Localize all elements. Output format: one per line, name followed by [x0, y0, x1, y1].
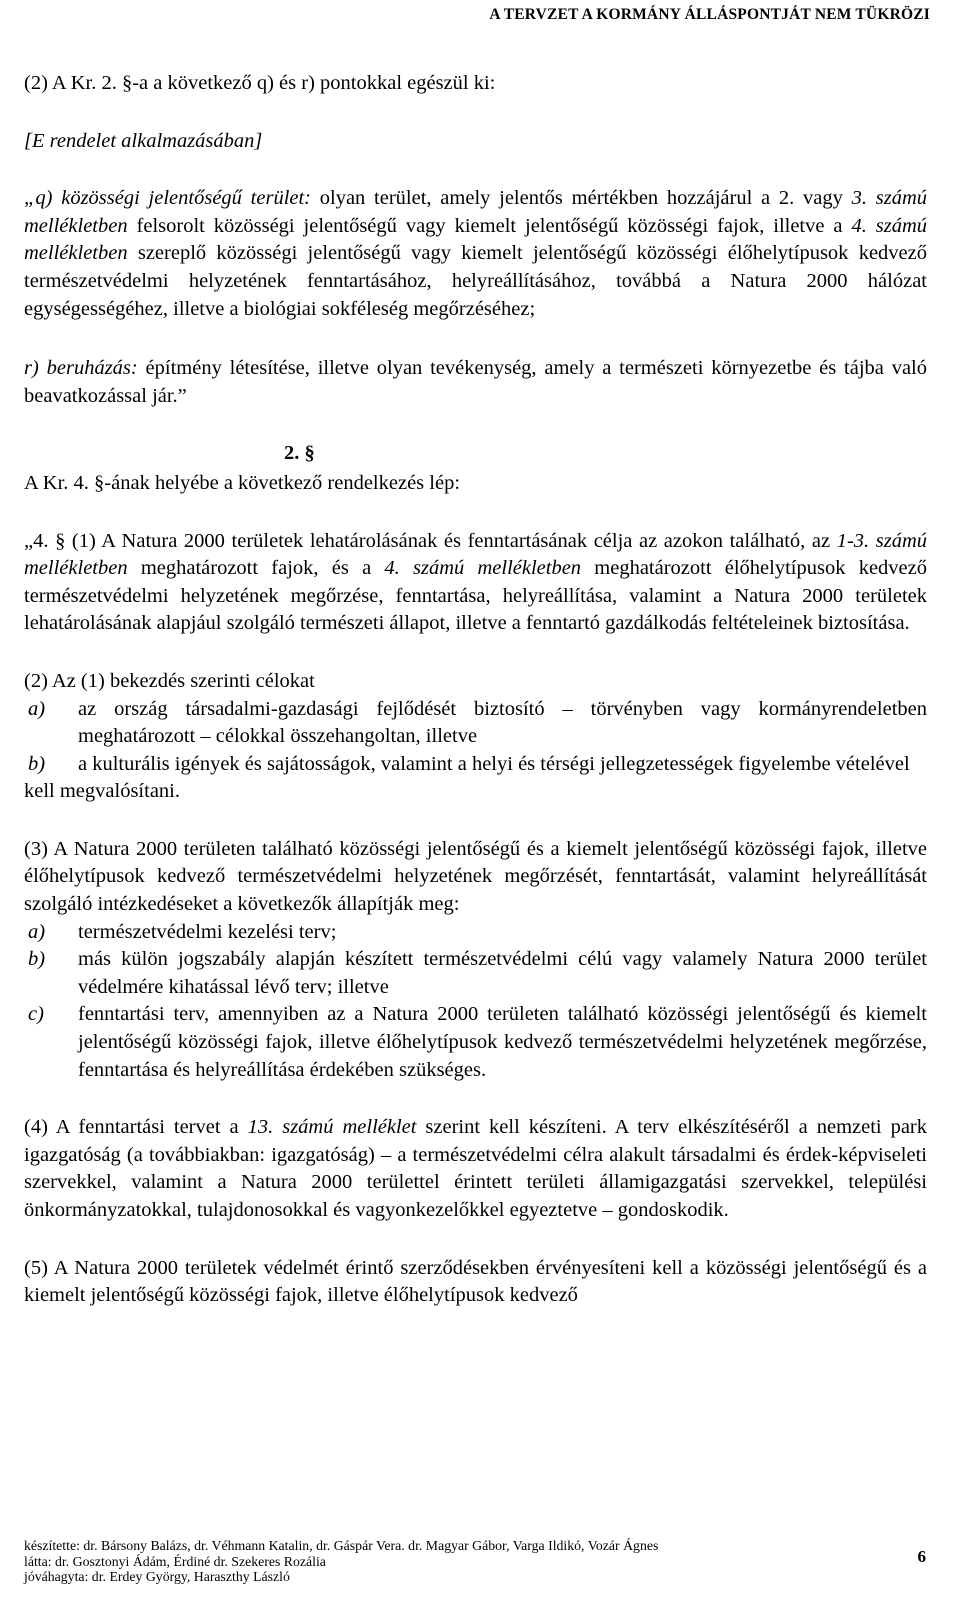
list-item: c) fenntartási terv, amennyiben az a Natura 2000 területen található közösségi jelentőségű és kiemelt jelentőségű közösségi fajok, illetve élőhelytípusok kedvező természetvédelmi helyzetének megőrzése, fenntartása és helyreállítása érdekében szükséges. [28, 1003, 927, 1081]
paragraph-4-1: „4. § (1) A Natura 2000 területek lehatárolásának és fenntartásának célja az azokon található, az 1-3. számú mellékletben meghatározott fajok, és a 4. számú mellékletben meghatározott élőhelytípusok kedvező természetvédelmi helyzetének megőrzése, fenntartása, helyreállítása, valamint a Natura 2000 területek lehatárolásának alapjául szolgáló természeti állapot, illetve a fenntartó gazdálkodás feltételeinek biztosítása. [24, 529, 927, 635]
definition-q: „q) közösségi jelentőségű terület: olyan terület, amely jelentős mértékben hozzájárul a 2. vagy 3. számú mellékletben felsorolt közösségi jelentőségű vagy kiemelt jelentőségű közösségi fajok, illetve a 4. számú mellékletben szereplő közösségi jelentőségű vagy kiemelt jelentőségű közösségi élőhelytípusok kedvező természetvédelmi helyzetének fenntartásához, helyreállításához, továbbá a Natura 2000 hálózat egységességéhez, illetve a biológiai sokféleség megőrzéséhez; [24, 187, 927, 320]
paragraph-4-2-intro: (2) Az (1) bekezdés szerinti célokat [24, 669, 315, 692]
document-header: A TERVZET A KORMÁNY ÁLLÁSPONTJÁT NEM TÜKRÖZI [489, 6, 930, 23]
definition-r: r) beruházás: építmény létesítése, illetve olyan tevékenység, amely a természeti környezetbe és tájba való beavatkozással jár.” [24, 357, 927, 407]
paragraph-4-2-outro: kell megvalósítani. [24, 780, 180, 803]
list-item: b) más külön jogszabály alapján készített természetvédelmi célú vagy valamely Natura 2000 terület védelmére kihatással lévő terv; illetve [28, 948, 927, 998]
paragraph-4-5: (5) A Natura 2000 területek védelmét érintő szerződésekben érvényesíteni kell a közösségi jelentőségű és a kiemelt jelentőségű közösségi fajok, illetve élőhelytípusok kedvező [24, 1256, 927, 1307]
document-footer [24, 1538, 874, 1585]
footer-prepared-by: készítette: dr. Bársony Balázs, dr. Véhmann Katalin, dr. Gáspár Vera. dr. Magyar Gábor, Varga Ildikó, Vozár Ágnes [24, 1538, 659, 1553]
document-body [24, 70, 927, 1310]
page-number: 6 [917, 1547, 926, 1566]
paragraph-4-4: (4) A fenntartási tervet a 13. számú melléklet szerint kell készíteni. A terv elkészítéséről a nemzeti park igazgatóság (a továbbiakban: igazgatóság) – a természetvédelmi célra alakult társadalmi és érdek-képviseleti szervekkel, valamint a Natura 2000 területtel érintett területi államigazgatási szervekkel, települési önkormányzatokkal, tulajdonosokkal és vagyonkezelőkkel egyeztetve – gondoskodik. [24, 1116, 928, 1221]
list-item: a) természetvédelmi kezelési terv; [28, 920, 337, 943]
footer-reviewed-by: látta: dr. Gosztonyi Ádám, Érdiné dr. Szekeres Rozália [24, 1553, 326, 1569]
amendment-intro: (2) A Kr. 2. §-a a következő q) és r) pontokkal egészül ki: [24, 72, 496, 94]
paragraph-4-3-intro: (3) A Natura 2000 területen található közösségi jelentőségű és a kiemelt jelentőségű közösségi fajok, illetve élőhelytípusok kedvező természetvédelmi helyzetének megőrzését, fenntartását, valamint helyreállítását szolgáló intézkedéseket a következők állapítják meg: [24, 837, 927, 916]
list-item: a) az ország társadalmi-gazdasági fejlődését biztosító – törvényben vagy kormányrendeletben meghatározott – célokkal összehangoltan, illetve [28, 697, 927, 748]
replacement-intro: A Kr. 4. §-ának helyébe a következő rendelkezés lép: [24, 471, 461, 494]
footer-approved-by: jóváhagyta: dr. Erdey György, Haraszthy László [24, 1569, 290, 1584]
context-bracket: [E rendelet alkalmazásában] [24, 129, 263, 152]
section-title: 2. § [284, 442, 315, 465]
list-item: b) a kulturális igények és sajátosságok, valamint a helyi és térségi jellegzetességek figyelembe vételével [28, 752, 910, 775]
